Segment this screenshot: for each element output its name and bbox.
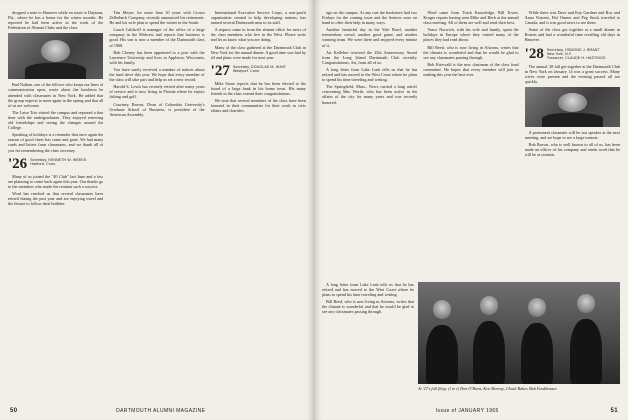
body-text: Speaking of holidays is a reminder that once again the season of good cheer has come and gone. We had many cards and letters from classmates, and we thank all of you for remembering the class secretary. [8, 132, 104, 153]
class-year-heading [211, 64, 306, 79]
body-text: Lauch Caldwell is manager of the office of a large company in the Midwest and reports that business is good. His son is now a member of the Dartmouth class of 1968. [109, 27, 205, 48]
body-text: Bob Brown, who is well known to all of us, has been made an officer of his company and sends word that he will be at reunion. [524, 142, 620, 158]
body-text: ago on the campus. At any rate the bookstore had two Fridays for the coming issue and the Seniors were on hand to offer their help in many ways. [322, 10, 418, 26]
body-text: Bob Cheney has been appointed to a post with the Lawrence University and lives in Appleton, Wisconsin, with his family. [109, 49, 205, 65]
left-column-2 [109, 10, 204, 398]
class-secretary-label: Secretary, DOUGLAS M. HUNT Westport, Conn. [232, 64, 287, 74]
group-photo-block [418, 282, 620, 398]
body-text: A long letter from Lake Lush tells us that he has retired and has moved to the West Coast where he plans to spend his time traveling and writing. [322, 66, 418, 83]
body-text: Word came from Truck Knowledge, Bill Tower, Kruger reports having seen Mike and Herb at the annual class meeting. All of them are well and send their best. [423, 10, 519, 26]
magazine-title: DARTMOUTH ALUMNI MAGAZINE [116, 408, 206, 414]
body-text: Bob Kriewald is the new chairman of the class fund committee. He hopes that every member will join in making this year the best ever. [423, 61, 519, 78]
body-text: Another beautiful day in the Yale Bowl, another tremendous crowd, another good game, and another winning team. We were there and enjoyed every minute of it. [322, 27, 418, 48]
body-text: Tim Meyer, for more than 10 years with Crown Zellerbach Company, recently announced his retirement. He and his wife plan to spend the winter in the South. [109, 10, 205, 26]
body-text: While there was Dave and Kay Gardner and Roy and Anna Vincent, Hal Omner and Peg Stock traveled to Canada, and it was good news to see them. [524, 10, 620, 26]
body-text: You have surely received a number of notices about the fund drive this year. We hope that every member of the class will take part and help us set a new record. [109, 66, 205, 83]
year-number: '27 [210, 62, 230, 79]
page-number: 50 [10, 408, 18, 414]
year-number: '28 [524, 45, 544, 62]
right-column-2 [423, 10, 518, 280]
body-text: Art Kelleher received the 25th Anniversary Award from the Long Island Dartmouth Club recently. Congratulations, Art, from all of us. [322, 49, 418, 65]
right-lower-text [322, 282, 414, 398]
body-text: Bill Reed, who is now living in Arizona, writes that the climate is wonderful and that he would be glad to see any classmates passing through. [322, 299, 414, 315]
left-column-3 [211, 10, 306, 398]
body-text: International Executive Service Corps, a non-profit organization created to help developing nations, has named several Dartmouth men to its staff. [210, 10, 306, 26]
class-secretary-label: Secretary, KENNETH W. WEEKS Hartford, Conn. [30, 157, 87, 166]
body-text: Courtney Brown, Dean of Columbia University's Graduate School of Business, is president of the American Assembly. [109, 101, 205, 117]
page-footer [324, 408, 618, 414]
year-number: '26 [8, 155, 28, 172]
body-text: Word has reached us that several classmates have retired during the past year and are enjoying travel and the leisure to follow their hobbies. [8, 190, 104, 207]
body-text: Harold S. Lewis has recently retired after many years of service and is now living in Florida where he enjoys fishing and golf. [109, 84, 205, 100]
right-page [314, 0, 628, 420]
body-text: A request came in from the alumni office for news of the class members who live in the West. Please write and let us know what you are doing. [210, 27, 306, 43]
body-text: Some of the class got together at a small dinner in Boston and had a wonderful time recalling old days in Hanover. [524, 27, 620, 43]
portrait-photo [8, 33, 103, 79]
body-text: Vasco Norwich, with his wife and family, spent the holidays in Europe where they visited many of the places they had read about. [423, 27, 519, 43]
page-footer [10, 408, 304, 414]
right-column-1 [322, 10, 417, 280]
group-photo [418, 282, 620, 384]
body-text: A long letter from Lake Lush tells us that he has retired and has moved to the West Coast where he plans to spend his time traveling and writing. [322, 282, 414, 298]
body-text: Bud Nathan, one of the fellows who keeps our lines of communication open, wrote about the luncheon he attended with classmates in New York. He added that the group expects to meet again in the spring and that all of us are welcome. [8, 82, 104, 108]
body-text: We note that several members of the class have been honored in their communities for their work in civic affairs and charities. [210, 98, 306, 114]
body-text: A prominent classmate will be our speaker at the next meeting, and we hope to see a large turnout. [524, 129, 620, 141]
issue-label: Issue of JANUARY 1965 [435, 408, 499, 414]
body-text: The annual '28 fall get-together at the Dartmouth Club in New York on January 14 was a great success. Many wives were present and the evening passed all too quickly. [524, 63, 620, 84]
left-column-1 [8, 10, 103, 398]
body-text: The Laise Trio visited the campus and reported a fine time with the undergraduates. They enjoyed renewing old friendships and seeing the changes around the College. [8, 109, 104, 131]
body-text: Many of us joined the "40 Club" last June and a few are planning to come back again this year. Our thanks go to the members who made the reunion such a success. [8, 173, 104, 189]
class-year-heading [525, 47, 620, 62]
body-text: Mike Stone reports that he has been elected to the board of a large bank in his home town. His many friends in the class extend their congratulations. [210, 80, 306, 97]
body-text: dropped a note to Hanover while en route to Daytona, Fla., where he has a home for the winter months. He reported he had been active in the work of the Federation of Alumni Clubs and the class. [8, 10, 104, 31]
body-text: The Springfield, Mass., News carried a long article concerning Mac Worth, who has been active in the affairs of the city for many years and was recently honored. [322, 84, 418, 105]
page-number: 51 [610, 408, 618, 414]
right-column-3 [525, 10, 620, 280]
photo-caption: At '27's fall fling: (l to r) Don O'Hara, Ken Murray, Chuck Baker, Bob Funkhouser. [418, 386, 558, 391]
body-text: Bill Reed, who is now living in Arizona, writes that the climate is wonderful and that he would be glad to see any classmates passing through. [423, 44, 519, 60]
portrait-photo [525, 87, 620, 127]
class-year-heading [8, 157, 103, 172]
class-secretary-label: Secretary, OSMOND J. BRANT New York, N.Y. Treasurer, CLAUDE H. HASTINGS [546, 47, 606, 61]
body-text: Many of the class gathered at the Dartmouth Club in New York for the annual dinner. A good time was had by all and plans were made for next year. [210, 44, 306, 60]
